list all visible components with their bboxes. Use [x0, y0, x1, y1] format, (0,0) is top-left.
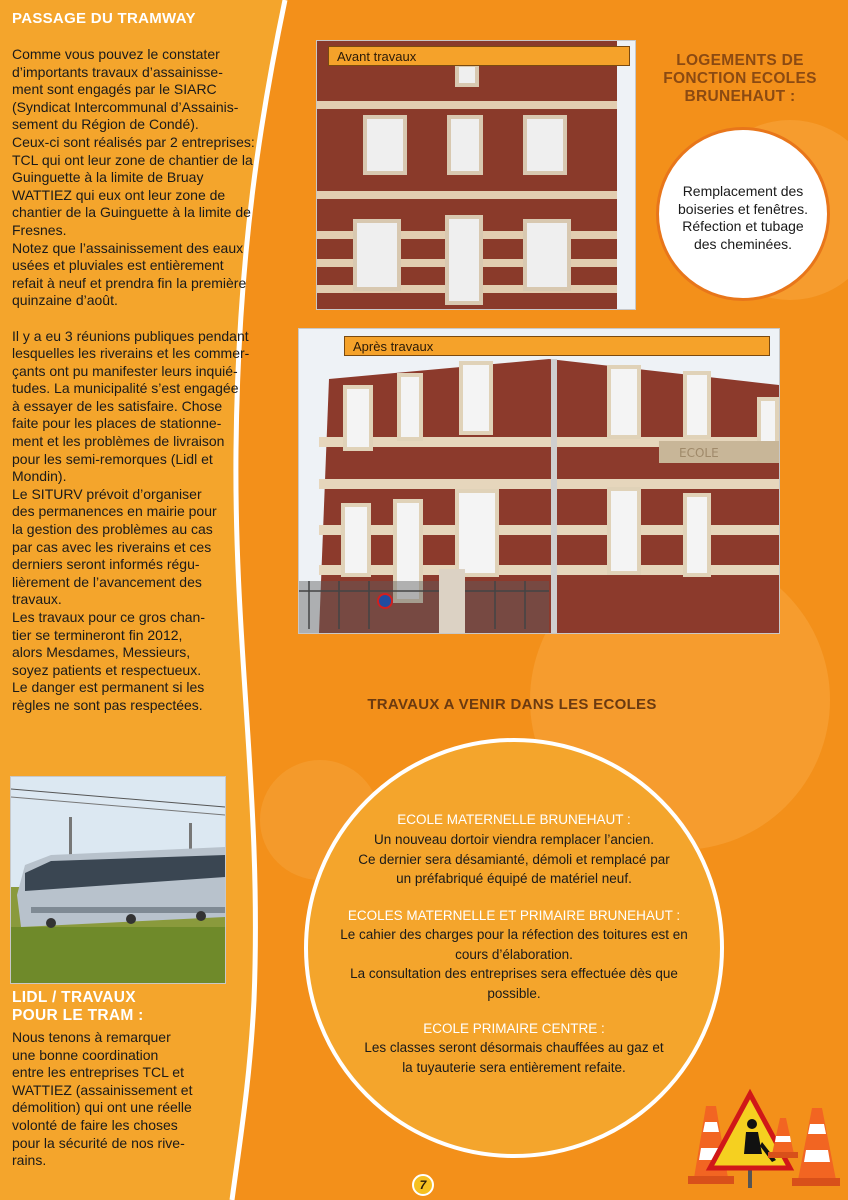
lidl-body: Nous tenons à remarquer une bonne coordination entre les entreprises TCL et WATTIEZ (assainissement et démolition) qui ont une réelle volonté de faire les choses pour la sécurité de nos rive- rains.	[12, 1029, 193, 1169]
tramway-body: Comme vous pouvez le constater d’importants travaux d’assainisse- ment sont engagés par le SIARC (Syndicat Intercommunal d’Assainis- sement du Région de Condé). Ceux-ci sont réalisés par 2 entreprises: TCL qui ont leur zone de chantier de la Guinguette à la limite de Bruay WATTIEZ qui eux ont leur zone de chantier de la Guinguette à la limite de Fresnes. Notez que l’assainissement des eaux usées et pluviales est entièrement refait à neuf et prendra fin la première quinzaine d’août. Il y a eu 3 réunions publiques pendant lesquelles les riverains et les commer- çants ont pu manifester leurs inquié- tudes. La municipalité s’est engagée à essayer de les satisfaire. Chose faite pour les places de stationne- ment et les problèmes de livraison pour les semi-remorques (Lidl et Mondin). Le SITURV prévoit d’organiser des permanences en mairie pour la gestion des problèmes au cas par cas avec les riverains et ces derniers seront informés régu- lièrement de l’avancement des travaux. Les travaux pour ce gros chan- tier se termineront fin 2012, alors Mesdames, Messieurs, soyez patients et respectueux. Le danger est permanent si les règles ne sont pas respectées.	[12, 46, 255, 713]
ecoles-section2-heading: ECOLES MATERNELLE ET PRIMAIRE BRUNEHAUT :	[347, 908, 681, 923]
before-photo	[316, 40, 636, 310]
after-photo	[298, 328, 780, 634]
page-number: 7	[412, 1174, 434, 1196]
tramway-title: PASSAGE DU TRAMWAY	[12, 10, 196, 27]
after-caption: Après travaux	[344, 336, 770, 356]
lidl-title: LIDL / TRAVAUX POUR LE TRAM :	[12, 989, 144, 1024]
ecoles-title: TRAVAUX A VENIR DANS LES ECOLES	[367, 696, 657, 713]
cone-right-icon	[792, 1108, 840, 1186]
ecoles-section3-heading: ECOLE PRIMAIRE CENTRE :	[423, 1021, 605, 1036]
ecoles-section3-body: Les classes seront désormais chauffées au gaz et la tuyauterie sera entièrement refaite.	[364, 1040, 664, 1075]
house-after-illustration	[299, 329, 779, 633]
ecoles-section2-body: Le cahier des charges pour la réfection des toitures est en cours d’élaboration. La consultation des entreprises sera effectuée dès que possible.	[340, 927, 688, 1001]
school-sign-text: ECOLE	[679, 446, 719, 460]
roadwork-illustration	[686, 1088, 842, 1192]
ecoles-section1-body: Un nouveau dortoir viendra remplacer l’ancien. Ce dernier sera désamianté, démoli et remplacé par un préfabriqué équipé de matériel neuf.	[358, 832, 670, 887]
before-caption: Avant travaux	[328, 46, 630, 66]
ecoles-section1-heading: ECOLE MATERNELLE BRUNEHAUT :	[397, 812, 631, 827]
house-before-illustration	[317, 41, 635, 309]
logements-title: LOGEMENTS DE FONCTION ECOLES BRUNEHAUT :	[663, 52, 817, 105]
logements-body: Remplacement des boiseries et fenêtres. Réfection et tubage des cheminées.	[678, 183, 808, 252]
tram-illustration	[11, 777, 225, 983]
tram-photo	[10, 776, 226, 984]
